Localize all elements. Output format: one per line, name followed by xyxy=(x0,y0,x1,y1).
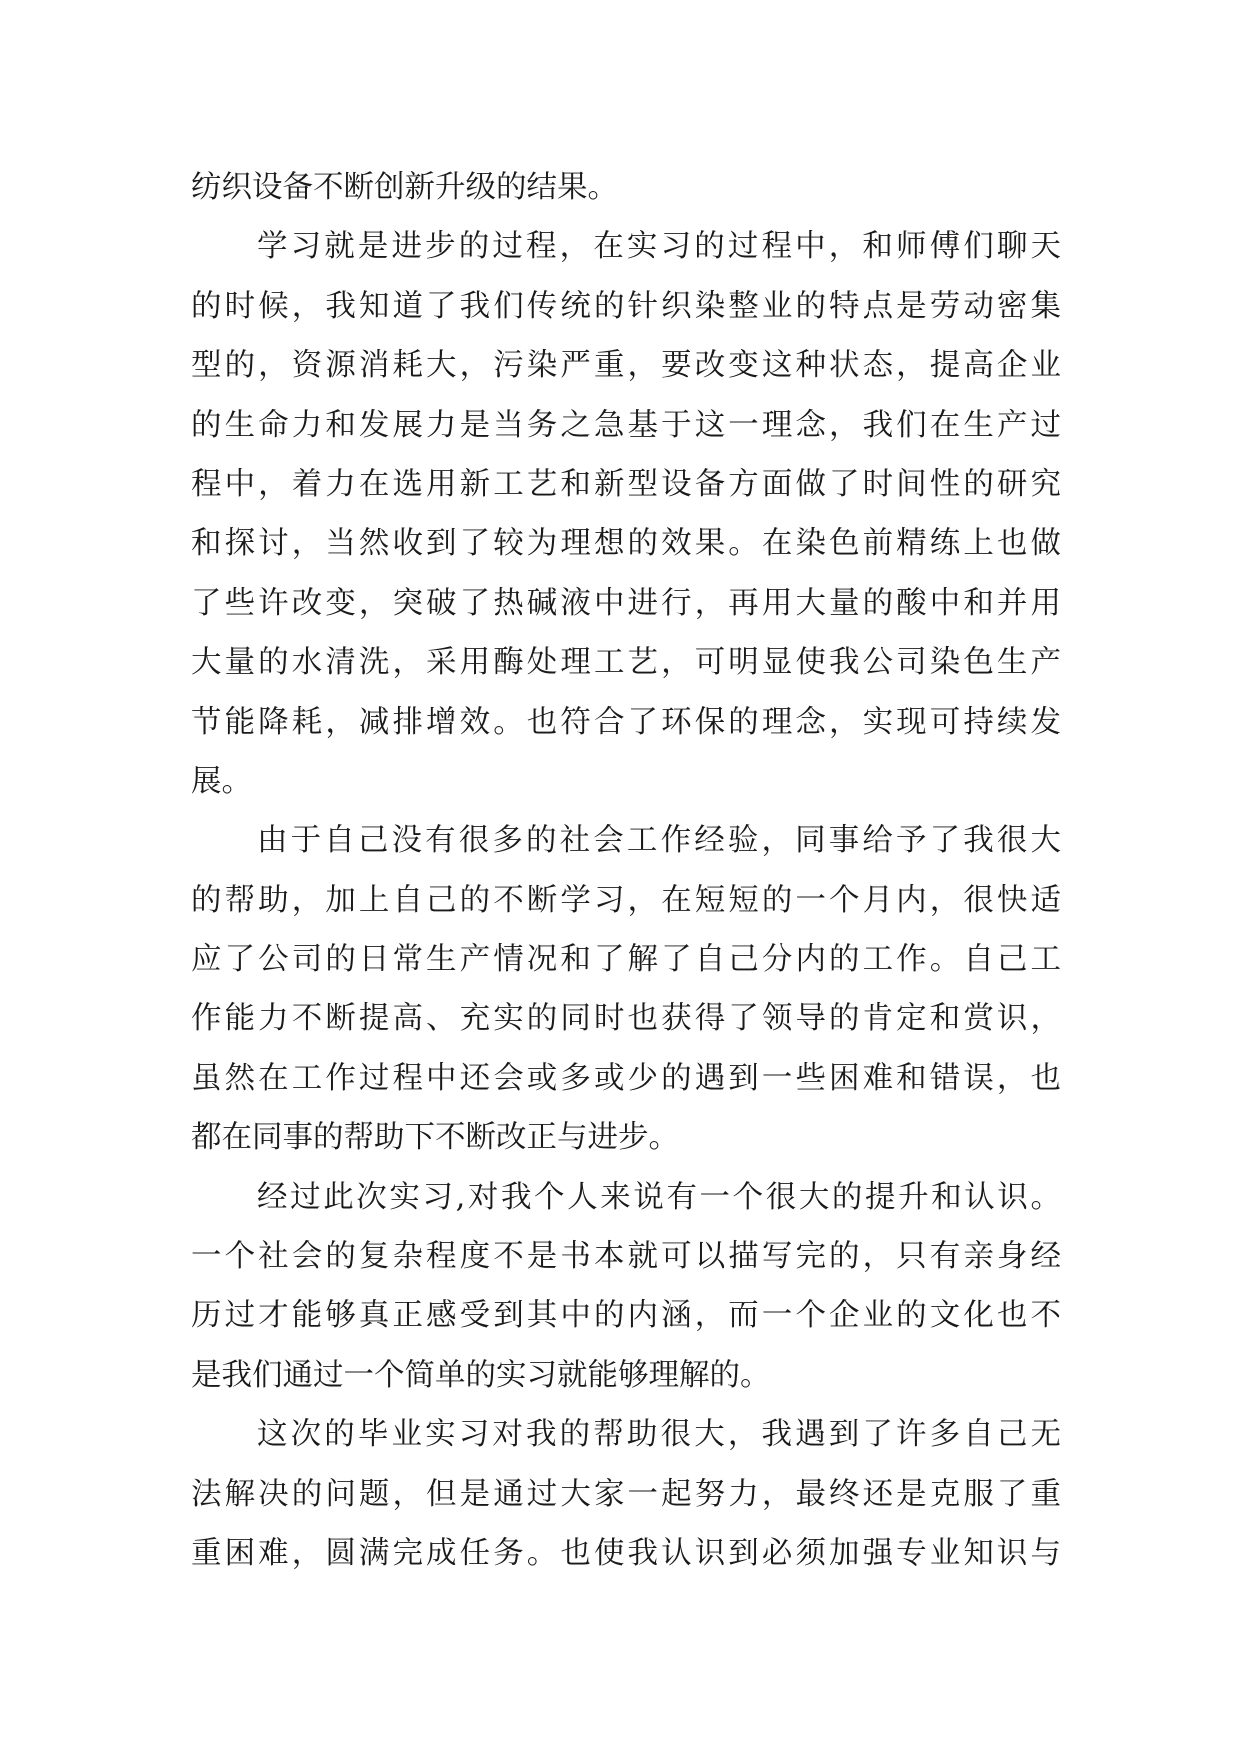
text-line: 节能降耗，减排增效。也符合了环保的理念，实现可持续发 xyxy=(191,704,1061,740)
text-line: 了些许改变，突破了热碱液中进行，再用大量的酸中和并用 xyxy=(191,585,1061,621)
text-line: 都在同事的帮助下不断改正与进步。 xyxy=(191,1120,679,1156)
text-line: 历过才能够真正感受到其中的内涵，而一个企业的文化也不 xyxy=(191,1298,1061,1334)
text-line: 由于自己没有很多的社会工作经验，同事给予了我很大 xyxy=(257,823,1061,859)
text-line: 这次的毕业实习对我的帮助很大，我遇到了许多自己无 xyxy=(257,1417,1061,1453)
text-line: 展。 xyxy=(191,763,252,799)
text-line: 法解决的问题，但是通过大家一起努力，最终还是克服了重 xyxy=(191,1476,1061,1512)
text-line: 重困难，圆满完成任务。也使我认识到必须加强专业知识与 xyxy=(191,1535,1061,1571)
text-line: 的生命力和发展力是当务之急基于这一理念，我们在生产过 xyxy=(191,407,1061,443)
text-line: 和探讨，当然收到了较为理想的效果。在染色前精练上也做 xyxy=(191,526,1061,562)
text-line: 应了公司的日常生产情况和了解了自己分内的工作。自己工 xyxy=(191,942,1061,978)
text-line: 虽然在工作过程中还会或多或少的遇到一些困难和错误，也 xyxy=(191,1060,1061,1096)
text-line: 作能力不断提高、充实的同时也获得了领导的肯定和赏识， xyxy=(191,1001,1061,1037)
text-line: 大量的水清洗，采用酶处理工艺，可明显使我公司染色生产 xyxy=(191,645,1061,681)
text-line: 型的，资源消耗大，污染严重，要改变这种状态，提高企业 xyxy=(191,348,1061,384)
text-line: 纺织设备不断创新升级的结果。 xyxy=(191,170,618,205)
text-line: 学习就是进步的过程，在实习的过程中，和师傅们聊天 xyxy=(257,229,1061,265)
text-line: 的帮助，加上自己的不断学习，在短短的一个月内，很快适 xyxy=(191,882,1061,918)
body-text xyxy=(191,158,1061,1583)
text-line: 一个社会的复杂程度不是书本就可以描写完的，只有亲身经 xyxy=(191,1239,1061,1275)
text-line: 的时候，我知道了我们传统的针织染整业的特点是劳动密集 xyxy=(191,288,1061,324)
text-line: 经过此次实习,对我个人来说有一个很大的提升和认识。 xyxy=(257,1179,1061,1215)
text-line: 是我们通过一个简单的实习就能够理解的。 xyxy=(191,1357,771,1393)
text-line: 程中，着力在选用新工艺和新型设备方面做了时间性的研究 xyxy=(191,466,1061,502)
